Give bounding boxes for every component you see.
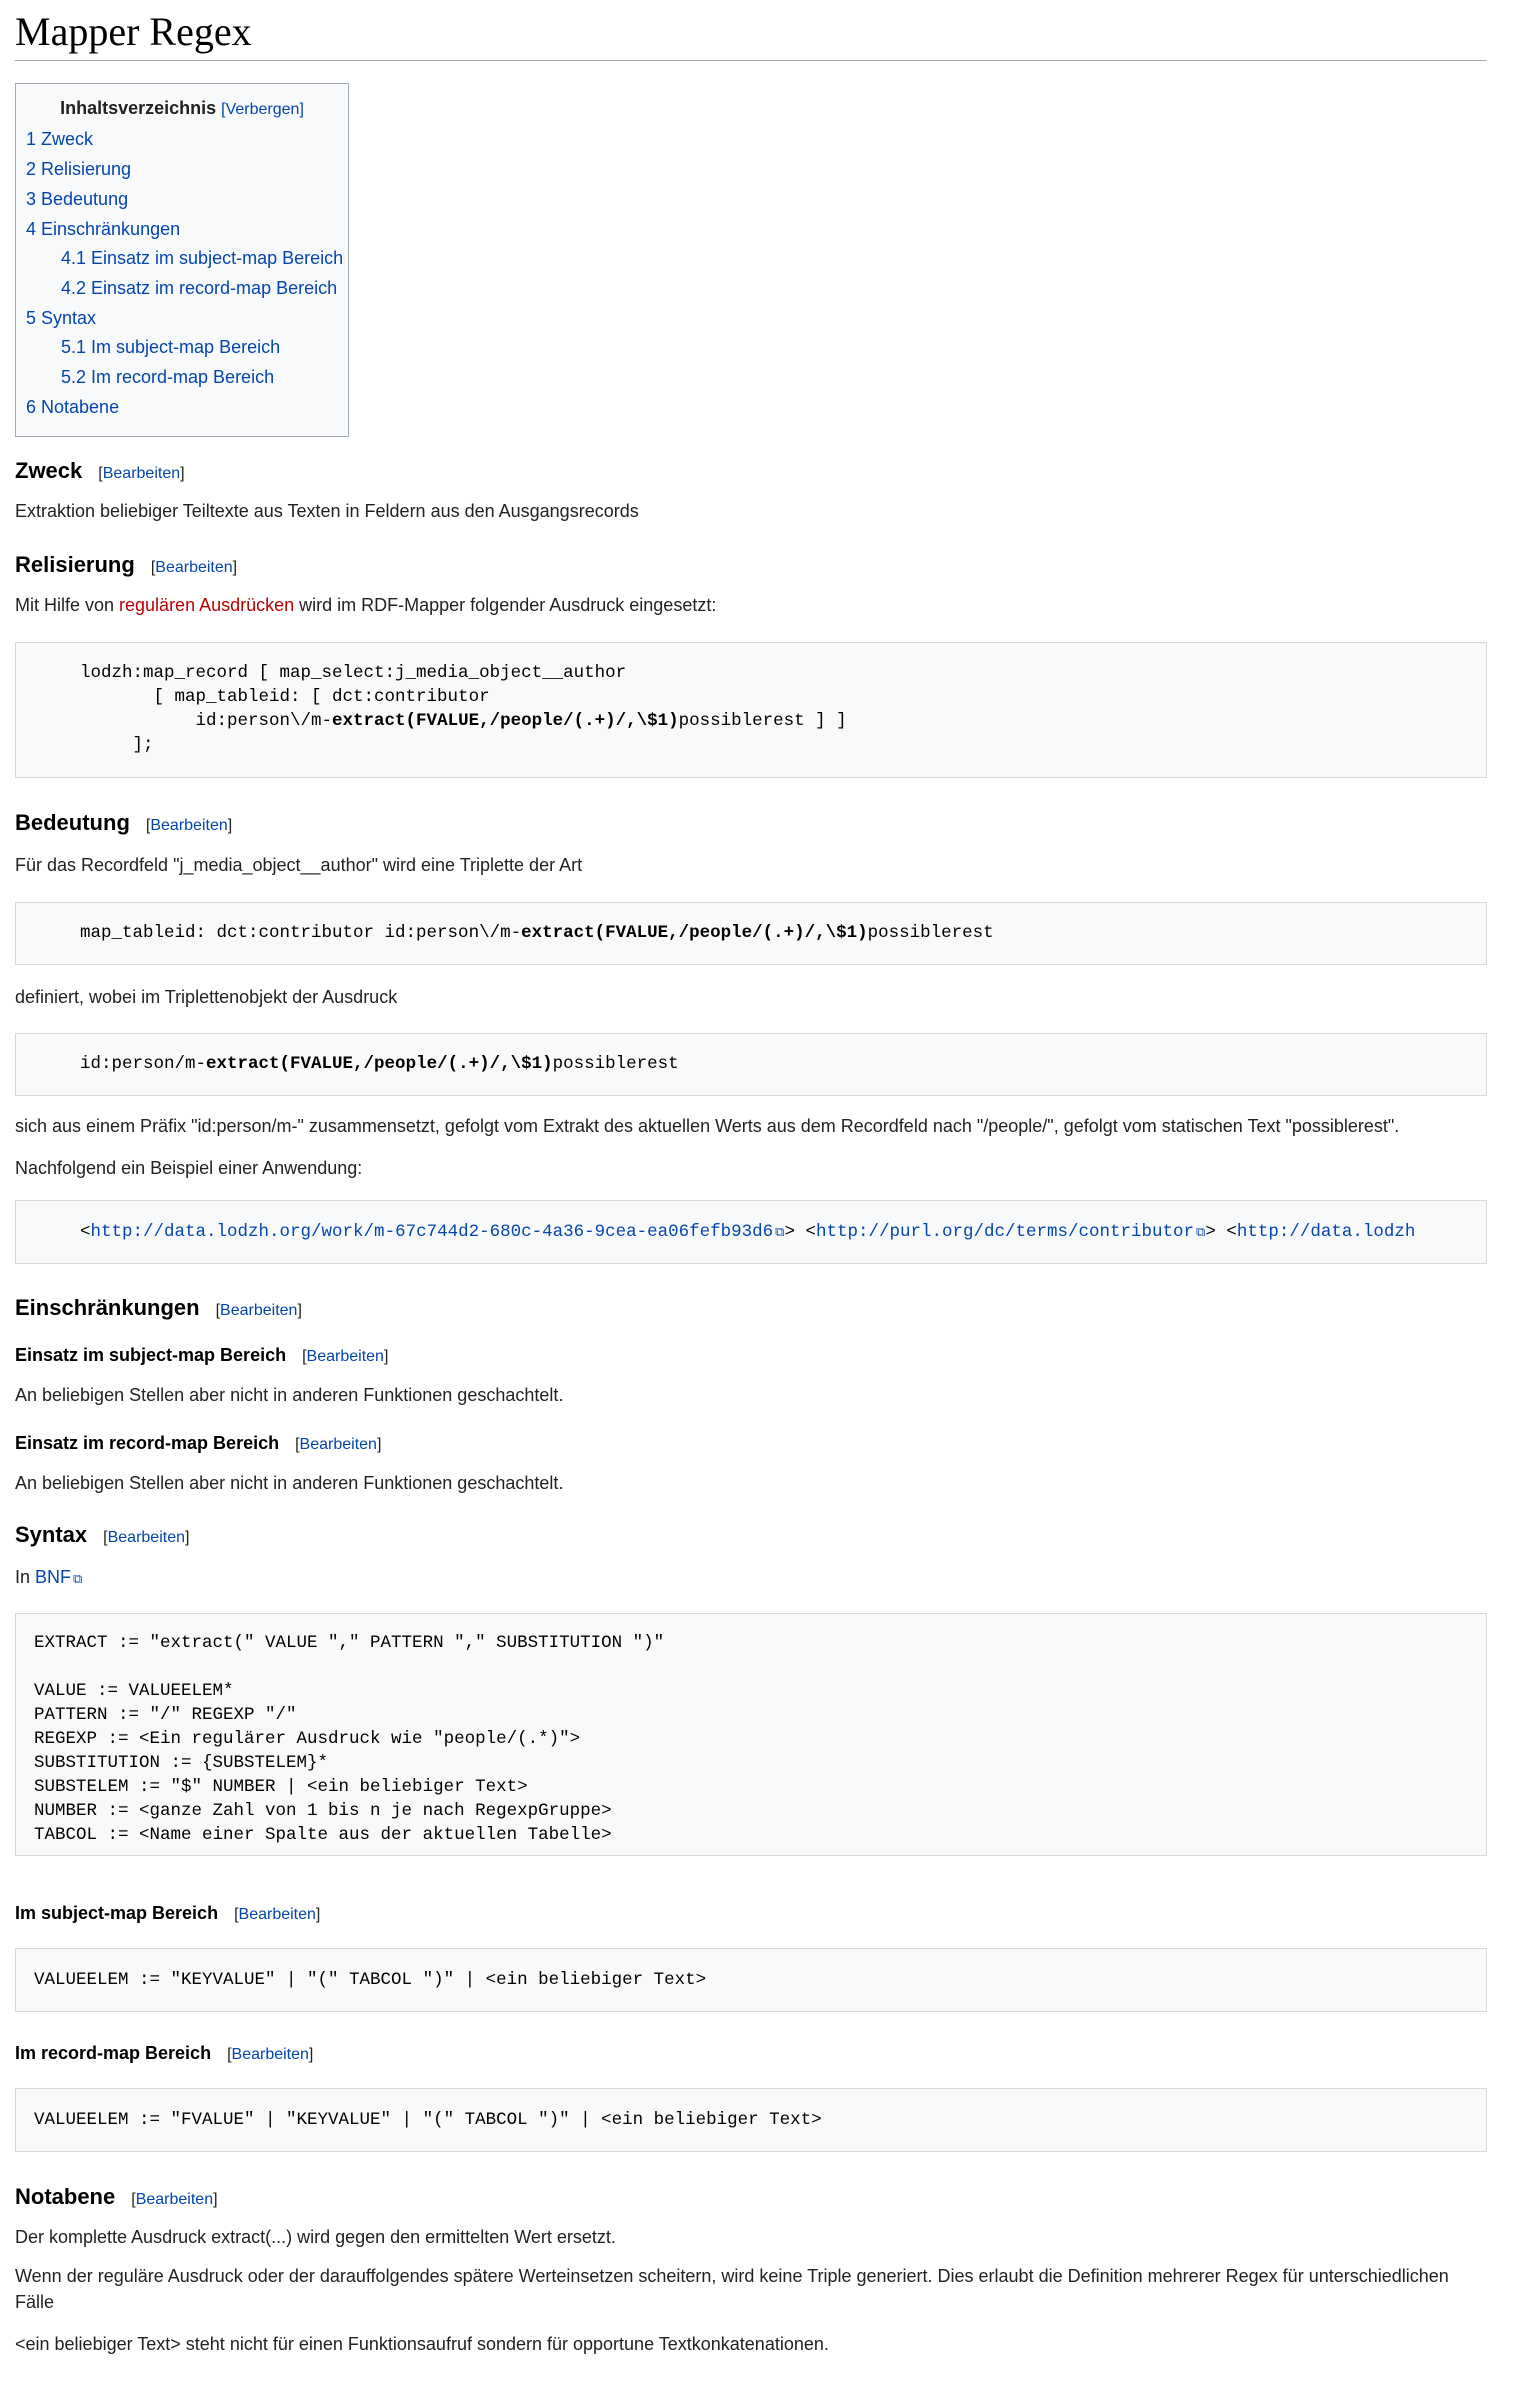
subsection-heading-einsatz-subject-map bbox=[15, 1345, 388, 1366]
heading-text: Einsatz im subject-map Bereich bbox=[15, 1345, 287, 1365]
toc-header bbox=[16, 99, 348, 118]
edit-subsection: [Bearbeiten] bbox=[234, 1906, 321, 1923]
text: Mit Hilfe von bbox=[15, 595, 120, 615]
toc-item-bedeutung[interactable]: 3 Bedeutung bbox=[26, 189, 129, 209]
code-text: map_tableid: dct:contributor id:person\/m- bbox=[80, 923, 522, 943]
edit-subsection: [Bearbeiten] bbox=[227, 2046, 314, 2063]
code-text: id:person\/m- bbox=[80, 711, 333, 731]
code-text: id:person/m- bbox=[80, 1054, 207, 1074]
toc-item-zweck[interactable]: 1 Zweck bbox=[26, 129, 94, 149]
paragraph-notabene-3: <ein beliebiger Text> steht nicht für einen Funktionsaufruf sondern für opportune Textkonkatenationen. bbox=[15, 2334, 829, 2354]
edit-link[interactable]: Bearbeiten bbox=[155, 559, 233, 576]
toc-heading: Inhaltsverzeichnis bbox=[60, 98, 217, 118]
code-line: VALUEELEM := "KEYVALUE" | "(" TABCOL ")" | <ein beliebiger Text> bbox=[34, 1970, 707, 1990]
paragraph-zweck: Extraktion beliebiger Teiltexte aus Texten in Feldern aus den Ausgangsrecords bbox=[15, 501, 639, 521]
section-heading-einschraenkungen bbox=[15, 1295, 302, 1321]
subsection-heading-im-subject-map bbox=[15, 1903, 320, 1924]
edit-subsection: [Bearbeiten] bbox=[295, 1436, 382, 1453]
edit-link[interactable]: Bearbeiten bbox=[107, 1529, 185, 1546]
paragraph-relisierung bbox=[15, 592, 716, 618]
code-block-triplet bbox=[15, 902, 1487, 965]
paragraph-syntax-bnf bbox=[15, 1564, 82, 1590]
heading-text: Notabene bbox=[15, 2184, 116, 2209]
code-block-record-map bbox=[15, 2088, 1487, 2152]
table-of-contents bbox=[15, 83, 349, 437]
code-line: EXTRACT := "extract(" VALUE "," PATTERN "," SUBSTITUTION ")" bbox=[34, 1633, 665, 1653]
code-text: possiblerest bbox=[867, 923, 994, 943]
code-text: < bbox=[80, 1222, 91, 1242]
paragraph-bedeutung-4: Nachfolgend ein Beispiel einer Anwendung: bbox=[15, 1158, 363, 1178]
edit-link[interactable]: Bearbeiten bbox=[135, 2191, 214, 2208]
code-line: [ map_tableid: [ dct:contributor bbox=[80, 687, 490, 707]
code-block-map-record bbox=[15, 642, 1487, 778]
paragraph-bedeutung-2: definiert, wobei im Triplettenobjekt der Ausdruck bbox=[15, 987, 398, 1007]
example-url-person[interactable]: http://data.lodzh bbox=[1236, 1222, 1416, 1242]
code-bold: extract(FVALUE,/people/(.+)/,\$1) bbox=[521, 923, 868, 943]
edit-link[interactable]: Bearbeiten bbox=[238, 1906, 316, 1923]
edit-link[interactable]: Bearbeiten bbox=[220, 1302, 298, 1319]
heading-text: Syntax bbox=[15, 1522, 88, 1547]
section-heading-notabene bbox=[15, 2184, 218, 2210]
heading-text: Einschränkungen bbox=[15, 1295, 200, 1320]
section-heading-relisierung bbox=[15, 552, 237, 578]
heading-text: Einsatz im record-map Bereich bbox=[15, 1433, 280, 1453]
paragraph-notabene-1: Der komplette Ausdruck extract(...) wird gegen den ermittelten Wert ersetzt. bbox=[15, 2227, 616, 2247]
example-url-work[interactable]: http://data.lodzh.org/work/m-67c744d2-680c-4a36-9cea-ea06fefb93d6 bbox=[90, 1222, 774, 1242]
code-line: REGEXP := <Ein regulärer Ausdruck wie "people/(.*)"> bbox=[34, 1729, 581, 1749]
heading-text: Im subject-map Bereich bbox=[15, 1903, 219, 1923]
code-line: TABCOL := <Name einer Spalte aus der aktuellen Tabelle> bbox=[34, 1825, 612, 1845]
text: wird im RDF-Mapper folgender Ausdruck eingesetzt: bbox=[294, 595, 717, 615]
section-heading-syntax bbox=[15, 1522, 189, 1548]
toc-item-notabene[interactable]: 6 Notabene bbox=[26, 397, 120, 417]
code-line: VALUE := VALUEELEM* bbox=[34, 1681, 234, 1701]
code-block-bnf bbox=[15, 1613, 1487, 1856]
code-bold: extract(FVALUE,/people/(.+)/,\$1) bbox=[332, 711, 679, 731]
subsection-heading-einsatz-record-map bbox=[15, 1433, 381, 1454]
toc-item-einschraenkungen[interactable]: 4 Einschränkungen bbox=[26, 219, 181, 239]
code-line: SUBSTELEM := "$" NUMBER | <ein beliebiger Text> bbox=[34, 1777, 528, 1797]
edit-section-bedeutung: [Bearbeiten] bbox=[145, 817, 233, 834]
paragraph-einsatz-subject-map: An beliebigen Stellen aber nicht in anderen Funktionen geschachtelt. bbox=[15, 1385, 564, 1405]
section-heading-zweck bbox=[15, 458, 185, 484]
external-link-icon: ⧉ bbox=[775, 1225, 785, 1240]
toc-item-im-subject-map[interactable]: 5.1 Im subject-map Bereich bbox=[61, 337, 281, 357]
heading-text: Im record-map Bereich bbox=[15, 2043, 212, 2063]
edit-link[interactable]: Bearbeiten bbox=[306, 1348, 384, 1365]
paragraph-bedeutung-3: sich aus einem Präfix "id:person/m-" zusammensetzt, gefolgt vom Extrakt des aktuellen Werts aus dem Recordfeld nach "/people/", gefolgt vom statischen Text "possiblerest". bbox=[15, 1116, 1400, 1136]
edit-subsection: [Bearbeiten] bbox=[302, 1348, 389, 1365]
paragraph-bedeutung-1: Für das Recordfeld "j_media_object__author" wird eine Triplette der Art bbox=[15, 855, 583, 875]
code-line bbox=[80, 1052, 679, 1076]
code-text: > < bbox=[784, 1222, 816, 1242]
subsection-heading-im-record-map bbox=[15, 2043, 313, 2064]
edit-section-einschraenkungen: [Bearbeiten] bbox=[215, 1302, 302, 1319]
page-title: Mapper Regex bbox=[15, 9, 252, 54]
edit-section-syntax: [Bearbeiten] bbox=[103, 1529, 190, 1546]
code-line: ]; bbox=[80, 735, 154, 755]
code-text: possiblerest bbox=[552, 1054, 679, 1074]
regular-expressions-link[interactable]: regulären Ausdrücken bbox=[119, 595, 295, 615]
heading-text: Zweck bbox=[15, 458, 83, 483]
code-line: VALUEELEM := "FVALUE" | "KEYVALUE" | "(" TABCOL ")" | <ein beliebiger Text> bbox=[34, 2110, 822, 2130]
code-block-example bbox=[15, 1200, 1487, 1264]
toc-item-im-record-map[interactable]: 5.2 Im record-map Bereich bbox=[61, 367, 275, 387]
code-text: > < bbox=[1205, 1222, 1237, 1242]
external-link-icon: ⧉ bbox=[1196, 1225, 1206, 1240]
toc-item-syntax[interactable]: 5 Syntax bbox=[26, 308, 97, 328]
title-divider bbox=[15, 60, 1487, 61]
paragraph-einsatz-record-map: An beliebigen Stellen aber nicht in anderen Funktionen geschachtelt. bbox=[15, 1473, 564, 1493]
bnf-link[interactable]: BNF bbox=[35, 1567, 72, 1587]
edit-link[interactable]: Bearbeiten bbox=[299, 1436, 377, 1453]
heading-text: Relisierung bbox=[15, 552, 135, 577]
code-bold: extract(FVALUE,/people/(.+)/,\$1) bbox=[206, 1054, 553, 1074]
code-line: SUBSTITUTION := {SUBSTELEM}* bbox=[34, 1753, 329, 1773]
edit-link[interactable]: Bearbeiten bbox=[150, 817, 228, 834]
text: In bbox=[15, 1567, 36, 1587]
code-line: lodzh:map_record [ map_select:j_media_object__author bbox=[80, 663, 627, 683]
edit-section-notabene: [Bearbeiten] bbox=[131, 2191, 218, 2208]
edit-section-zweck: [Bearbeiten] bbox=[98, 465, 185, 482]
toc-toggle-link[interactable]: [Verbergen] bbox=[221, 101, 304, 118]
code-block-subject-map bbox=[15, 1948, 1487, 2012]
edit-link[interactable]: Bearbeiten bbox=[231, 2046, 309, 2063]
code-line bbox=[80, 709, 847, 733]
section-heading-bedeutung bbox=[15, 810, 232, 836]
external-link-icon: ⧉ bbox=[73, 1571, 83, 1586]
edit-section-relisierung: [Bearbeiten] bbox=[150, 559, 238, 576]
example-url-contributor[interactable]: http://purl.org/dc/terms/contributor bbox=[815, 1222, 1195, 1242]
code-line: NUMBER := <ganze Zahl von 1 bis n je nach RegexpGruppe> bbox=[34, 1801, 612, 1821]
code-block-object bbox=[15, 1033, 1487, 1096]
code-text: possiblerest ] ] bbox=[678, 711, 847, 731]
code-line bbox=[80, 1220, 1415, 1245]
toc-item-einsatz-subject-map[interactable]: 4.1 Einsatz im subject-map Bereich bbox=[61, 248, 344, 268]
toc-item-relisierung[interactable]: 2 Relisierung bbox=[26, 159, 132, 179]
toc-item-einsatz-record-map[interactable]: 4.2 Einsatz im record-map Bereich bbox=[61, 278, 338, 298]
heading-text: Bedeutung bbox=[15, 810, 130, 835]
edit-link[interactable]: Bearbeiten bbox=[102, 465, 181, 482]
paragraph-notabene-2: Wenn der reguläre Ausdruck oder der darauffolgendes spätere Werteinsetzen scheitern, wird keine Triple generiert. Dies erlaubt die Definition mehrerer Regex für unterschiedlichen Fälle bbox=[15, 2266, 1449, 2313]
code-line: PATTERN := "/" REGEXP "/" bbox=[34, 1705, 297, 1725]
code-line bbox=[80, 921, 994, 945]
